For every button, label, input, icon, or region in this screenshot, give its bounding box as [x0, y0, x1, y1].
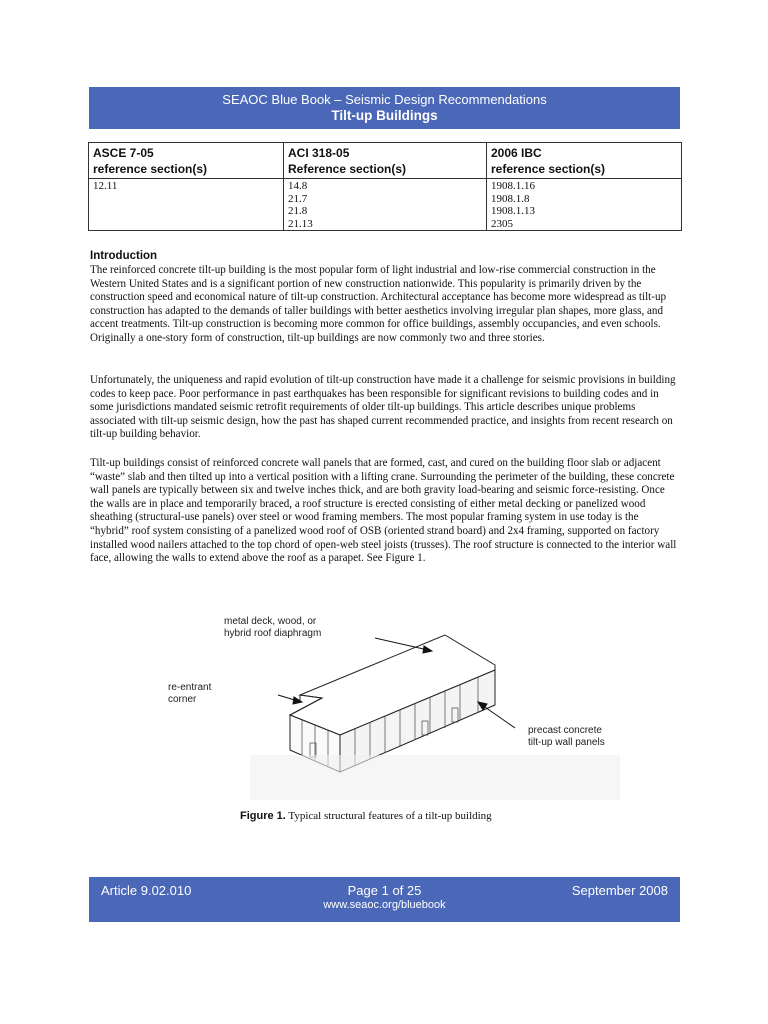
publication-date: September 2008	[571, 883, 668, 898]
table-cell-asce: 12.11	[89, 179, 284, 231]
footer-banner	[89, 877, 680, 922]
building-figure	[160, 610, 660, 810]
article-number: Article 9.02.010	[101, 883, 192, 898]
wall-panels-label: precast concrete tilt-up wall panels	[528, 725, 605, 748]
reference-table	[88, 142, 682, 231]
re-entrant-corner-label: re-entrant corner	[168, 682, 212, 705]
page-number: Page 1 of 25	[347, 883, 422, 898]
paragraph: The reinforced concrete tilt-up building is the most popular form of light industrial and low-rise commercial construction in the Western United States and is a significant portion of new construction nationwide. This popularity is primarily driven by the construction speed and economical nature of tilt-up construction. Architectural acceptance has become more widespread as tilt-up construction has adapted to the demands of taller buildings with better aesthetics involving irregular plan shapes, more glass, and accent treatments. Tilt-up construction is becoming more common for office buildings, assembly occupancies, and even schools. Originally a one-story form of construction, tilt-up buildings are now commonly two and three stories.	[90, 264, 667, 344]
table-cell-aci: 14.8 21.7 21.8 21.13	[284, 179, 487, 231]
table-cell-ibc: 1908.1.16 1908.1.8 1908.1.13 2305	[487, 179, 682, 231]
table-header-asce: ASCE 7-05 reference section(s)	[89, 143, 284, 179]
tilt-up-building-drawing	[160, 610, 660, 810]
header-title: SEAOC Blue Book – Seismic Design Recommendations	[222, 92, 547, 107]
table-header-ibc: 2006 IBC reference section(s)	[487, 143, 682, 179]
table-row	[89, 179, 682, 231]
paragraph: Unfortunately, the uniqueness and rapid evolution of tilt-up construction have made it a challenge for seismic provisions in building codes to keep pace. Poor performance in past earthquakes has been responsible for significant revisions to building codes and in some jurisdictions mandated seismic retrofit requirements of older tilt-up buildings. This article describes unique problems associated with tilt-up seismic design, how the past has shaped current recommended practice, and insights from recent research on tilt-up building behavior.	[90, 374, 676, 441]
table-header-aci: ACI 318-05 Reference section(s)	[284, 143, 487, 179]
header-banner	[89, 87, 680, 129]
paragraph: Tilt-up buildings consist of reinforced concrete wall panels that are formed, cast, and cured on the building floor slab or adjacent “waste” slab and then tilted up into a vertical position with a lifting crane. Surrounding the perimeter of the building, these concrete wall panels are typically between six and twelve inches thick, and are both gravity load-bearing and seismic force-resisting. Once the walls are in place and temporarily braced, a roof structure is erected consisting of either metal decking or panelized wood sheathing (structural-use panels) over steel or wood framing members. The most popular framing system in use today is the “hybrid” roof system consisting of a panelized wood roof of OSB (oriented strand board) and 2x4 framing, supported on factory installed wood nailers attached to the top chord of open-web steel joists (trusses). The roof structure is connected to the interior wall face, allowing the walls to extend above the roof as a parapet. See Figure 1.	[90, 457, 677, 565]
roof-diaphragm-label: metal deck, wood, or hybrid roof diaphragm	[224, 616, 322, 639]
website-link[interactable]: www.seaoc.org/bluebook	[323, 899, 446, 911]
header-subtitle: Tilt-up Buildings	[331, 108, 438, 123]
figure-caption: Figure 1. Typical structural features of a tilt-up building	[240, 810, 492, 822]
section-heading: Introduction	[90, 250, 158, 262]
